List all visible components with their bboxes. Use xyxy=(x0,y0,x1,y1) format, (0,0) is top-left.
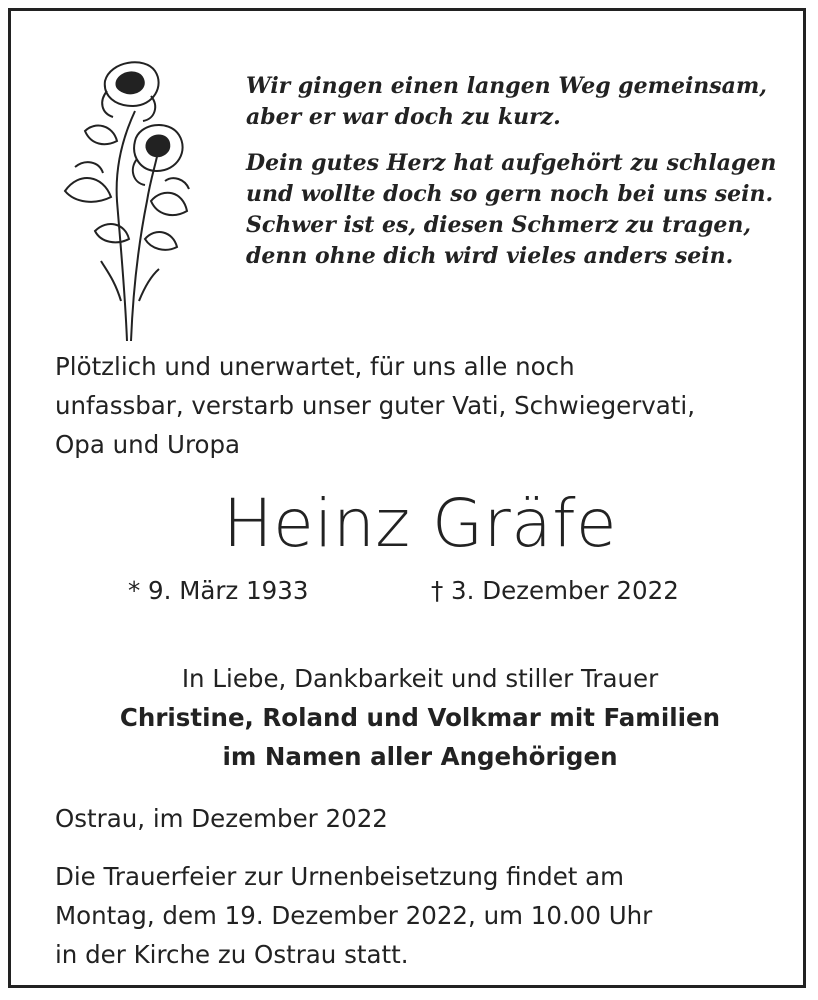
roses-illustration-icon xyxy=(55,51,195,341)
life-dates xyxy=(11,571,818,611)
poem-line: Dein gutes Herz hat aufgehört zu schlagen xyxy=(246,150,777,176)
poem-line: Wir gingen einen langen Weg gemeinsam, xyxy=(246,73,767,99)
funeral-line: in der Kirche zu Ostrau statt. xyxy=(55,940,409,969)
obituary-frame xyxy=(8,8,806,988)
poem-stanza-1 xyxy=(246,71,806,133)
intro-line: Opa und Uropa xyxy=(55,430,241,459)
intro-text xyxy=(55,347,815,464)
mourner-names: Christine, Roland und Volkmar mit Familien xyxy=(119,703,721,732)
funeral-line: Montag, dem 19. Dezember 2022, um 10.00 Uhr xyxy=(55,901,653,930)
birth-date: * 9. März 1933 xyxy=(128,576,309,605)
mourners-block xyxy=(11,659,818,776)
place-date: Ostrau, im Dezember 2022 xyxy=(55,804,388,833)
intro-line: Plötzlich und unerwartet, für uns alle noch xyxy=(55,352,575,381)
deceased-name: Heinz Gräfe xyxy=(222,485,618,562)
poem-line: aber er war doch zu kurz. xyxy=(246,104,561,130)
poem xyxy=(246,71,806,287)
poem-stanza-2 xyxy=(246,148,806,272)
poem-line: denn ohne dich wird vieles anders sein. xyxy=(246,243,734,269)
funeral-line: Die Trauerfeier zur Urnenbeisetzung findet am xyxy=(55,862,625,891)
poem-line: Schwer ist es, diesen Schmerz zu tragen, xyxy=(246,212,751,238)
death-date: † 3. Dezember 2022 xyxy=(431,576,679,605)
funeral-info xyxy=(55,857,815,974)
closing-phrase: In Liebe, Dankbarkeit und stiller Trauer xyxy=(181,664,659,693)
intro-line: unfassbar, verstarb unser guter Vati, Schwiegervati, xyxy=(55,391,695,420)
poem-line: und wollte doch so gern noch bei uns sein. xyxy=(246,181,774,207)
relatives-line: im Namen aller Angehörigen xyxy=(222,742,618,771)
